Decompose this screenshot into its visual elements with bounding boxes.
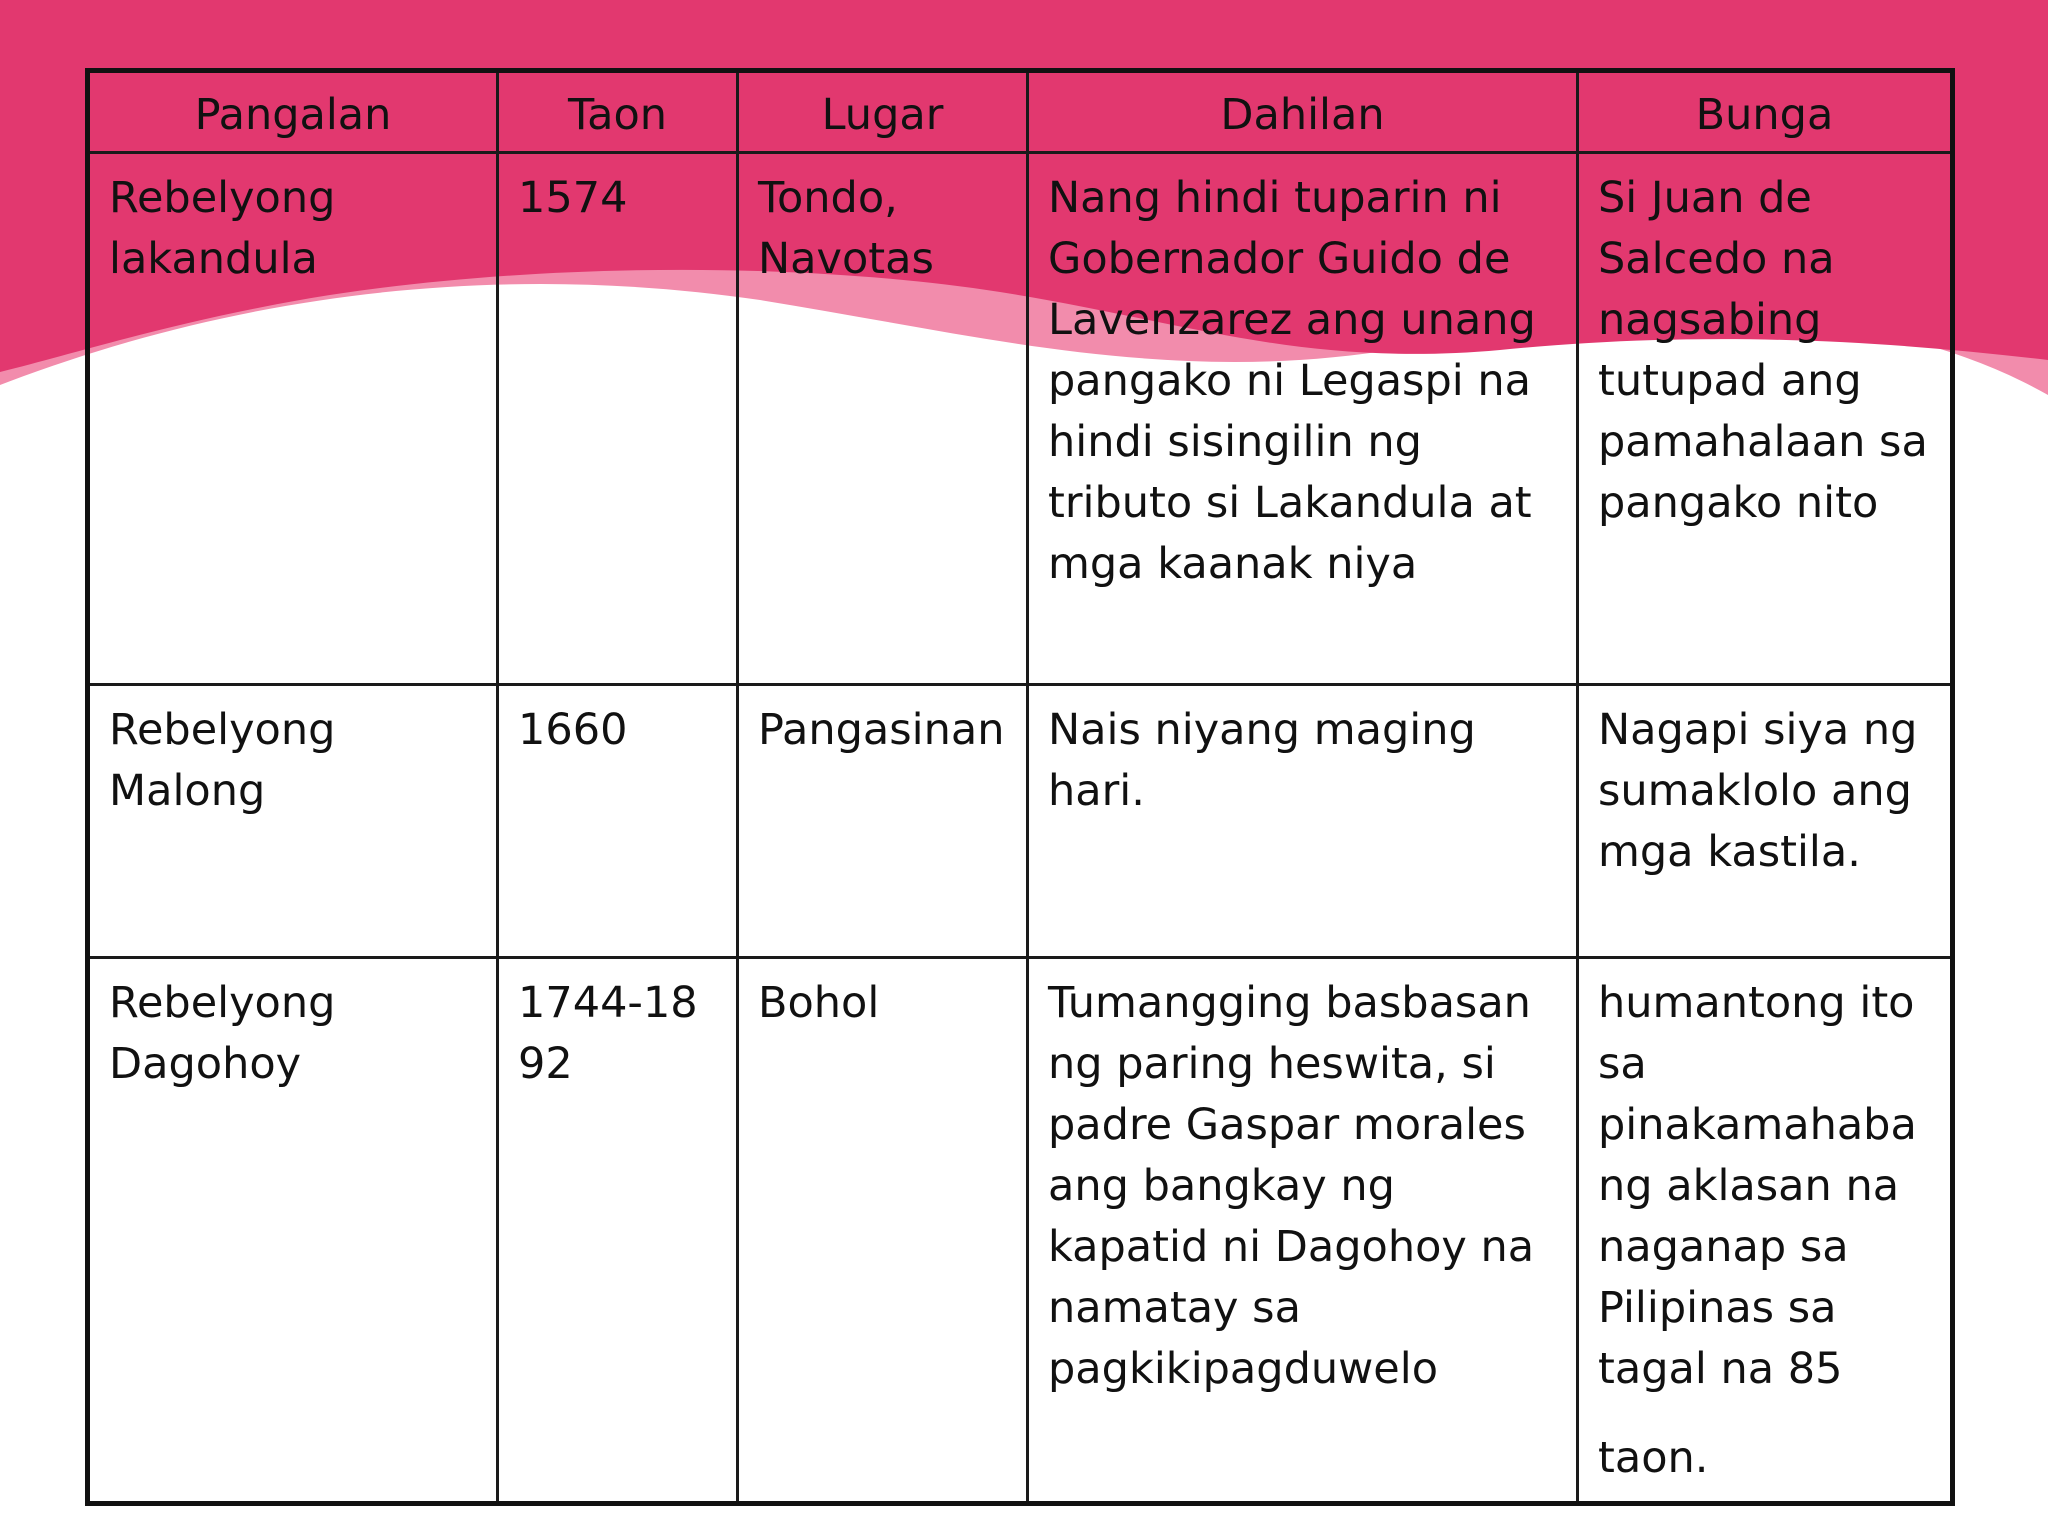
table-row: [88, 153, 1953, 685]
cell-text-last-line: taon.: [1598, 1433, 1709, 1483]
cell-lugar: [738, 685, 1028, 958]
cell-text: Nagapi siya ng sumaklolo ang mga kastila.: [1598, 705, 1918, 877]
cell-taon: [498, 685, 738, 958]
header-row: [88, 71, 1953, 153]
cell-bunga: [1578, 685, 1953, 958]
cell-text: 1744-1892: [518, 978, 698, 1089]
header-dahilan: Dahilan: [1028, 71, 1578, 153]
cell-text: Tondo, Navotas: [758, 173, 934, 284]
cell-text: Tumangging basbasan ng paring heswita, si padre Gaspar morales ang bangkay ng kapatid ni Dagohoy na namatay sa pagkikipagduwelo: [1048, 978, 1535, 1394]
cell-dahilan: [1028, 153, 1578, 685]
cell-taon: [498, 153, 738, 685]
cell-pangalan: [88, 153, 498, 685]
cell-text: Nais niyang maging hari.: [1048, 705, 1476, 816]
cell-text: Bohol: [758, 978, 880, 1028]
cell-text: Nang hindi tuparin ni Gobernador Guido de Lavenzarez ang unang pangako ni Legaspi na hindi sisingilin ng tributo si Lakandula at mga kaanak niya: [1048, 173, 1536, 589]
cell-bunga: [1578, 153, 1953, 685]
cell-taon: [498, 958, 738, 1504]
cell-lugar: [738, 958, 1028, 1504]
cell-pangalan: [88, 685, 498, 958]
table-row: [88, 685, 1953, 958]
cell-text: 1574: [518, 173, 628, 223]
table-container: [85, 68, 1950, 1502]
cell-text: Rebelyong lakandula: [109, 173, 336, 284]
cell-text: Rebelyong Dagohoy: [109, 978, 336, 1089]
cell-lugar: [738, 153, 1028, 685]
cell-text: Rebelyong Malong: [109, 705, 336, 816]
cell-text: Si Juan de Salcedo na nagsabing tutupad ang pamahalaan sa pangako nito: [1598, 173, 1928, 528]
cell-pangalan: [88, 958, 498, 1504]
cell-dahilan: [1028, 685, 1578, 958]
header-lugar: Lugar: [738, 71, 1028, 153]
rebellion-table: [85, 68, 1955, 1506]
header-bunga: Bunga: [1578, 71, 1953, 153]
cell-text: humantong ito sa pinakamahaba ng aklasan na naganap sa Pilipinas sa tagal na 85: [1598, 978, 1917, 1394]
cell-dahilan: [1028, 958, 1578, 1504]
cell-text: Pangasinan: [758, 705, 1005, 755]
header-taon: Taon: [498, 71, 738, 153]
cell-text: 1660: [518, 705, 628, 755]
cell-bunga: [1578, 958, 1953, 1504]
header-pangalan: Pangalan: [88, 71, 498, 153]
table-row: [88, 958, 1953, 1504]
